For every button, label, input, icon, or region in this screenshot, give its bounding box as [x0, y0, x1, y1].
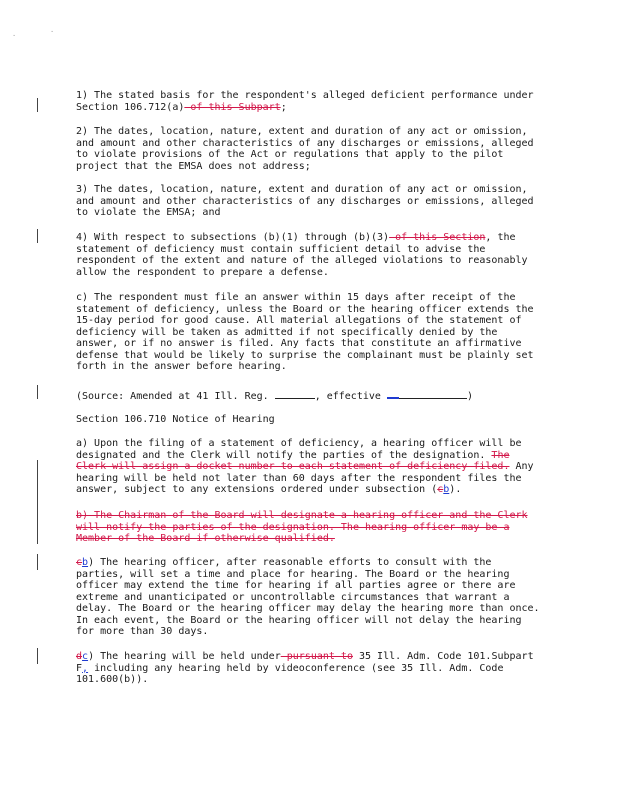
change-bar: [37, 648, 38, 664]
paragraph-b-renumbered: cb) The hearing officer, after reasonable efforts to consult with the parties, will set a time and place for hearing. The Board or the hearing officer may extend the time for hearing if all parties agree or there are extreme and unanticipated or uncontrollable circumstances that warrant a delay. The Board or the hearing officer may delay the hearing more than once. In each event, the Board or the hearing officer will not delay the hearing for more than 30 days.: [76, 557, 540, 637]
paragraph-b3: 3) The dates, location, nature, extent and duration of any act or omission, and amount and other characteristics of any discharges or emissions, alleged to violate the EMSA; and: [76, 184, 534, 218]
scan-mark: ·: [12, 32, 17, 40]
paragraph-a: a) Upon the filing of a statement of deficiency, a hearing officer will be designated and the Clerk will notify the parties of the designation. The Clerk will assign a docket number to each statement of deficiency filed. Any hearing will be held not later than 60 days after the respondent files the answer, subject to any extensions ordered under subsection (cb).: [76, 438, 534, 495]
source-note: (Source: Amended at 41 Ill. Reg. , effective ): [76, 391, 473, 402]
paragraph-b2: 2) The dates, location, nature, extent and duration of any act or omission, and amount and other characteristics of any discharges or emissions, alleged to violate provisions of the Act or regulations that apply to the pilot project that the EMSA does not address;: [76, 126, 534, 172]
paragraph-c: c) The respondent must file an answer within 15 days after receipt of the statement of deficiency, unless the Board or the hearing officer extends the 15-day period for good cause. All material allegations of the statement of deficiency will be taken as admitted if not specifically denied by the answer, or if no answer is filed. Any facts that constitute an affirmative defense that would be likely to surprise the complainant must be plainly set forth in the answer before hearing.: [76, 292, 534, 372]
change-bar: [37, 460, 38, 544]
change-bar: [37, 229, 38, 243]
paragraph-b4: 4) With respect to subsections (b)(1) through (b)(3) of this Section, the statement of deficiency must contain sufficient detail to advise the respondent of the extent and nature of the alleged violations to reasonably allow the respondent to prepare a defense.: [76, 232, 528, 278]
change-bar: [37, 385, 38, 399]
scan-mark: ·: [50, 28, 55, 36]
deleted-paragraph-b: b) The Chairman of the Board will designate a hearing officer and the Clerk will notify the parties of the designation. The hearing officer may be a Member of the Board if otherwise qualified.: [76, 510, 528, 544]
section-heading: Section 106.710 Notice of Hearing: [76, 414, 275, 425]
paragraph-b1: 1) The stated basis for the respondent's alleged deficient performance under Section 106.712(a) of this Subpart;: [76, 90, 534, 113]
change-bar: [37, 554, 38, 570]
paragraph-c-renumbered: dc) The hearing will be held under pursuant to 35 Ill. Adm. Code 101.Subpart F, including any hearing held by videoconference (see 35 Ill. Adm. Code 101.600(b)).: [76, 651, 534, 685]
change-bar: [37, 98, 38, 112]
